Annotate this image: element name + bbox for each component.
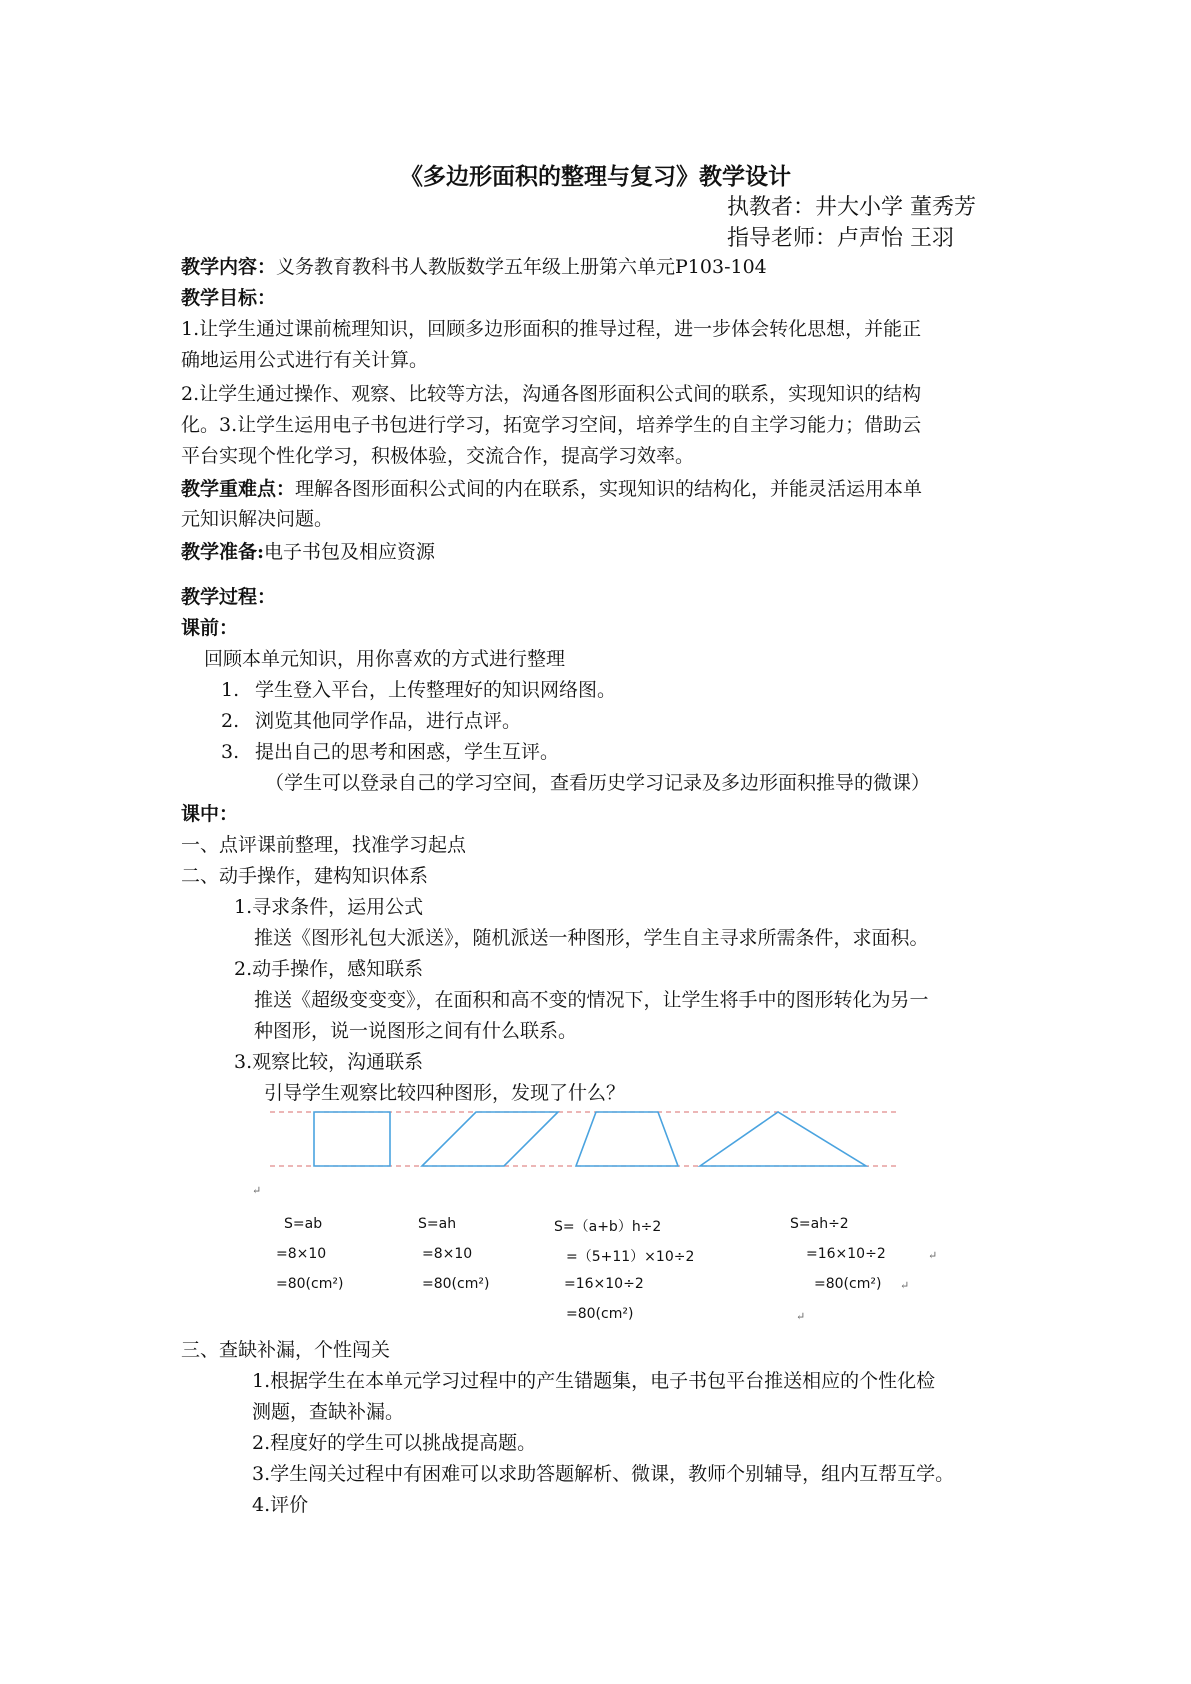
preparation-label: 教学准备: (181, 541, 265, 563)
triangle-shape (700, 1112, 866, 1166)
return-mark-icon: ↵ (796, 1310, 806, 1323)
objective-line: 2.让学生通过操作、观察、比较等方法，沟通各图形面积公式间的联系，实现知识的结构 (181, 383, 922, 405)
objective-line: 确地运用公式进行有关计算。 (181, 349, 429, 371)
objective-line: 1.让学生通过课前梳理知识，回顾多边形面积的推导过程，进一步体会转化思想，并能正 (181, 318, 922, 340)
list-item (221, 707, 239, 735)
formula-trap: =（5+11）×10÷2 (566, 1249, 695, 1265)
formula-rect: =8×10 (276, 1246, 327, 1262)
keypoints-label: 教学重难点： (181, 478, 296, 500)
list-number: 1. (221, 679, 240, 701)
shapes-figure (246, 1108, 906, 1198)
formula-rect: =80(cm²) (276, 1276, 344, 1292)
process-label: 教学过程： (181, 586, 277, 608)
section-heading-2: 二、动手操作，建构知识体系 (181, 865, 429, 887)
subsection-text: 引导学生观察比较四种图形，发现了什么？ (264, 1082, 626, 1104)
trapezoid-shape (576, 1112, 678, 1166)
list-number: 3. (221, 741, 240, 763)
before-class-intro: 回顾本单元知识，用你喜欢的方式进行整理 (204, 648, 566, 670)
list-item-text: 学生登入平台，上传整理好的知识网络图。 (255, 679, 617, 701)
return-mark-icon: ↵ (928, 1249, 938, 1262)
subsection-text: 推送《图形礼包大派送》，随机派送一种图形，学生自主寻求所需条件，求面积。 (254, 927, 929, 949)
preparation-row (181, 538, 435, 566)
preparation-text: 电子书包及相应资源 (264, 541, 436, 563)
before-class-note: （学生可以登录自己的学习空间，查看历史学习记录及多边形面积推导的微课） (265, 772, 931, 794)
objective-line: 平台实现个性化学习，积极体验，交流合作，提高学习效率。 (181, 445, 695, 467)
list-item (221, 676, 239, 704)
formula-tri: =16×10÷2 (806, 1246, 886, 1262)
subsection-text: 推送《超级变变变》，在面积和高不变的情况下，让学生将手中的图形转化为另一 (254, 989, 929, 1011)
section-heading-3: 三、查缺补漏，个性闯关 (181, 1339, 391, 1361)
content-row (181, 253, 767, 281)
content-text: 义务教育教科书人教版数学五年级上册第六单元P103-104 (276, 256, 767, 278)
formula-para: =8×10 (422, 1246, 473, 1262)
formula-trap: =80(cm²) (566, 1306, 634, 1322)
list-item (221, 738, 239, 766)
subsection-title: 2.动手操作，感知联系 (234, 958, 424, 980)
formula-trap: =16×10÷2 (564, 1276, 644, 1292)
parallelogram-shape (422, 1112, 558, 1166)
subsection-title: 1.寻求条件，运用公式 (234, 896, 424, 918)
advisor-credit: 指导老师：卢声怡 王羽 (727, 226, 954, 251)
formula-para: S=ah (418, 1216, 457, 1232)
teacher-credit: 执教者：井大小学 董秀芳 (727, 195, 976, 220)
subsection-text: 1.根据学生在本单元学习过程中的产生错题集，电子书包平台推送相应的个性化检 (252, 1370, 936, 1392)
formula-rect: S=ab (284, 1216, 323, 1232)
objective-line: 化。3.让学生运用电子书包进行学习，拓宽学习空间，培养学生的自主学习能力；借助云 (181, 414, 922, 436)
content-label: 教学内容： (181, 256, 277, 278)
formula-tri: =80(cm²) (814, 1276, 882, 1292)
subsection-text: 4.评价 (252, 1494, 309, 1516)
keypoints-text-cont: 元知识解决问题。 (181, 508, 334, 530)
list-number: 2. (221, 710, 240, 732)
objectives-label: 教学目标： (181, 287, 277, 309)
list-item-text: 浏览其他同学作品，进行点评。 (255, 710, 522, 732)
return-mark-icon: ↵ (252, 1184, 262, 1197)
formula-para: =80(cm²) (422, 1276, 490, 1292)
list-item-text: 提出自己的思考和困惑，学生互评。 (255, 741, 560, 763)
document-title: 《多边形面积的整理与复习》教学设计 (400, 163, 791, 190)
rectangle-shape (314, 1112, 390, 1166)
subsection-text: 2.程度好的学生可以挑战提高题。 (252, 1432, 537, 1454)
subsection-title: 3.观察比较，沟通联系 (234, 1051, 424, 1073)
return-mark-icon: ↵ (900, 1279, 910, 1292)
keypoints-text: 理解各图形面积公式间的内在联系，实现知识的结构化，并能灵活运用本单 (295, 478, 923, 500)
subsection-text: 测题，查缺补漏。 (252, 1401, 405, 1423)
keypoints-row (181, 475, 922, 503)
before-class-label: 课前： (181, 617, 239, 639)
section-heading-1: 一、点评课前整理，找准学习起点 (181, 834, 467, 856)
in-class-label: 课中： (181, 803, 239, 825)
subsection-text: 种图形，说一说图形之间有什么联系。 (254, 1020, 578, 1042)
formula-tri: S=ah÷2 (790, 1216, 849, 1232)
subsection-text: 3.学生闯关过程中有困难可以求助答题解析、微课，教师个别辅导，组内互帮互学。 (252, 1463, 955, 1485)
formula-trap: S=（a+b）h÷2 (554, 1219, 662, 1235)
